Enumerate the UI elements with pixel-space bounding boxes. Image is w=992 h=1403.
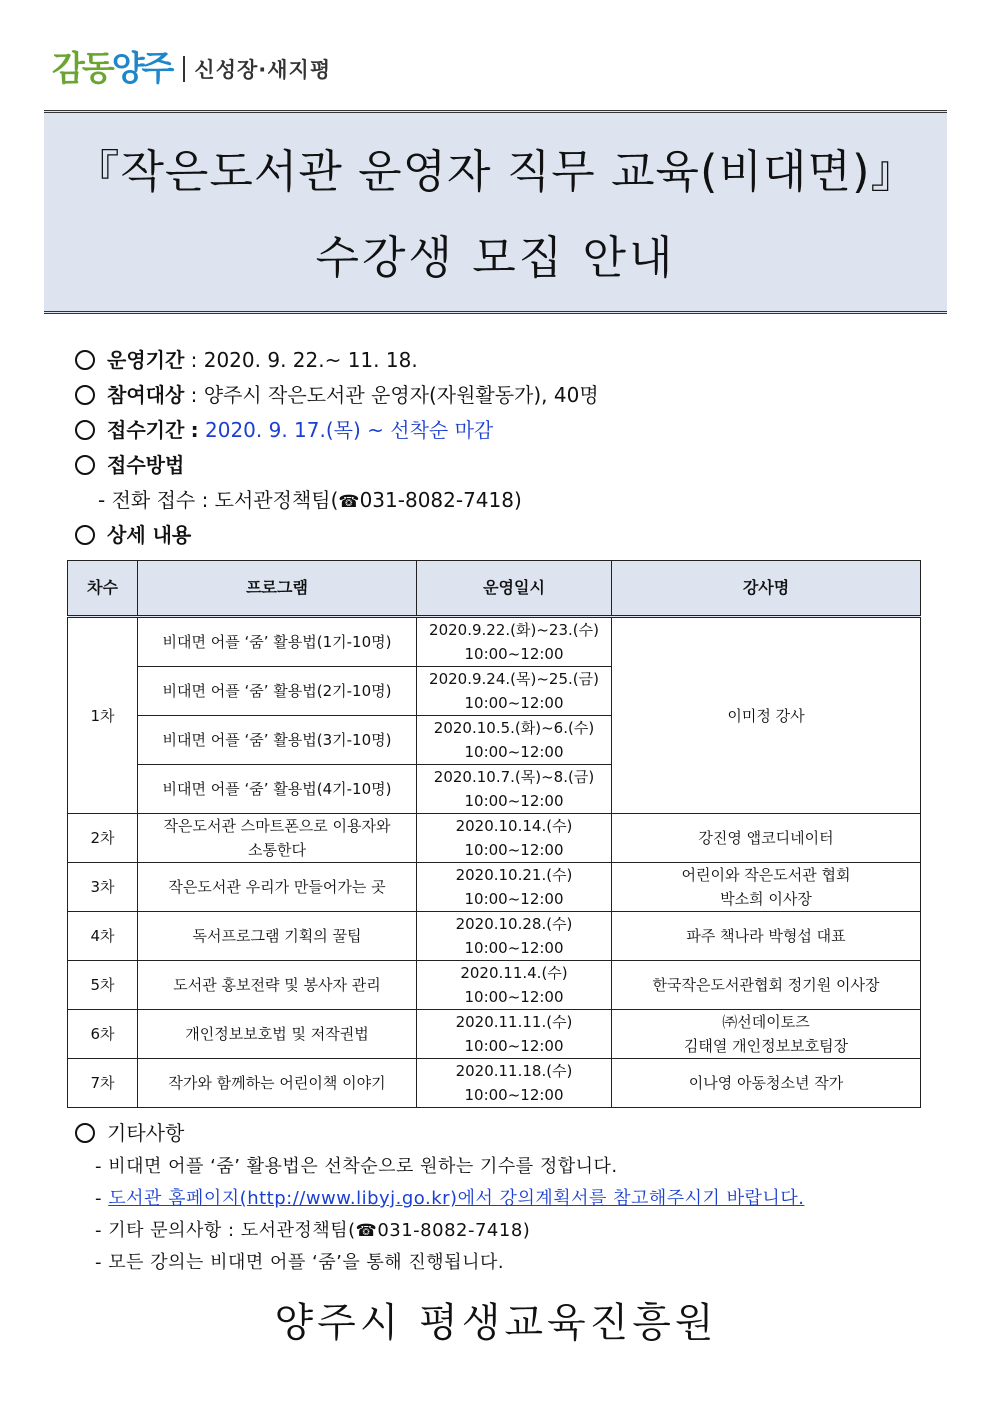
date-text: 2020.9.24.(목)~25.(금) <box>429 670 599 688</box>
info-details <box>75 520 191 550</box>
date-text: 2020.10.21.(수) <box>455 866 573 884</box>
table-row <box>68 912 921 961</box>
time-text: 10:00~12:00 <box>464 988 564 1006</box>
instructor-text-1: 어린이와 작은도서관 협회 <box>681 866 851 884</box>
footer-org: 양주시 평생교육진흥원 <box>274 1300 718 1346</box>
program-text-1: 개인정보보호법 및 저작권법 <box>185 1025 369 1043</box>
title-box <box>44 110 947 314</box>
logo-slogan: 신성장·새지평 <box>194 58 332 82</box>
receipt-label: 접수기간 <box>107 418 185 442</box>
program-cell: 비대면 어플 ‘줌’ 활용법(2기-10명) <box>138 667 417 716</box>
program-cell <box>138 1010 417 1059</box>
header-program: 프로그램 <box>138 561 417 617</box>
header-instructor: 강사명 <box>612 561 921 617</box>
target-value: : 양주시 작은도서관 운영자(자원활동가), 40명 <box>190 383 599 407</box>
date-text: 2020.10.14.(수) <box>455 817 573 835</box>
info-target <box>75 380 599 410</box>
date-cell <box>417 765 612 814</box>
date-text: 2020.9.22.(화)~23.(수) <box>429 621 599 639</box>
logo-divider <box>183 56 185 82</box>
program-cell <box>138 814 417 863</box>
date-cell <box>417 814 612 863</box>
table-row <box>68 961 921 1010</box>
date-cell <box>417 1059 612 1108</box>
period-label: 운영기간 <box>107 348 185 372</box>
circle-bullet-icon <box>75 525 95 545</box>
instructor-cell <box>612 1059 921 1108</box>
note-4: - 모든 강의는 비대면 어플 ‘줌’을 통해 진행됩니다. <box>95 1252 505 1273</box>
info-period <box>75 345 418 375</box>
info-receipt <box>75 415 493 445</box>
notes-heading-text: 기타사항 <box>107 1121 185 1145</box>
details-label: 상세 내용 <box>107 523 192 547</box>
time-text: 10:00~12:00 <box>464 841 564 859</box>
date-cell <box>417 912 612 961</box>
header-round: 차수 <box>68 561 138 617</box>
instructor-cell <box>612 961 921 1010</box>
target-label: 참여대상 <box>107 383 185 407</box>
program-cell: 비대면 어플 ‘줌’ 활용법(3기-10명) <box>138 716 417 765</box>
period-value: : 2020. 9. 22.~ 11. 18. <box>190 348 418 372</box>
circle-bullet-icon <box>75 1123 95 1143</box>
table-row <box>68 1059 921 1108</box>
program-text-2: 소통한다 <box>248 841 306 859</box>
time-text: 10:00~12:00 <box>464 1037 564 1055</box>
time-text: 10:00~12:00 <box>464 694 564 712</box>
circle-bullet-icon <box>75 455 95 475</box>
instructor-text-1: 강진영 앱코디네이터 <box>698 829 834 847</box>
method-detail-phone: 031-8082-7418) <box>359 488 522 512</box>
program-cell <box>138 912 417 961</box>
note-3-prefix: - 기타 문의사항 : 도서관정책팀( <box>95 1220 356 1241</box>
program-text-1: 도서관 홍보전략 및 봉사자 관리 <box>173 976 381 994</box>
note-1: - 비대면 어플 ‘줌’ 활용법은 선착순으로 원하는 기수를 정합니다. <box>95 1156 618 1177</box>
instructor-text-1: 파주 책나라 박형섭 대표 <box>686 927 846 945</box>
phone-icon: ☎ <box>338 492 360 512</box>
program-cell <box>138 961 417 1010</box>
table-row <box>68 1010 921 1059</box>
instructor-cell <box>612 1010 921 1059</box>
instructor-text-1: 이나영 아동청소년 작가 <box>688 1074 844 1092</box>
instructor-cell: 이미정 강사 <box>612 617 921 814</box>
info-method <box>75 450 184 480</box>
date-text: 2020.10.7.(목)~8.(금) <box>433 768 595 786</box>
instructor-text-2: 김태열 개인정보보호팀장 <box>683 1037 849 1055</box>
date-cell <box>417 863 612 912</box>
round-cell: 2차 <box>68 814 138 863</box>
schedule-table <box>67 560 921 1108</box>
program-cell: 비대면 어플 ‘줌’ 활용법(4기-10명) <box>138 765 417 814</box>
circle-bullet-icon <box>75 385 95 405</box>
program-text-1: 작은도서관 스마트폰으로 이용자와 <box>163 817 391 835</box>
date-text: 2020.10.28.(수) <box>455 915 573 933</box>
logo-text-blue: 양주 <box>111 49 172 89</box>
program-cell: 비대면 어플 ‘줌’ 활용법(1기-10명) <box>138 617 417 667</box>
round-cell: 4차 <box>68 912 138 961</box>
table-header-row <box>68 561 921 617</box>
instructor-cell <box>612 863 921 912</box>
header-logo <box>52 44 331 94</box>
table-rest-rows <box>68 814 921 1108</box>
time-text: 10:00~12:00 <box>464 1086 564 1104</box>
note-2 <box>95 1184 804 1214</box>
note-2-dash: - <box>95 1188 102 1209</box>
time-text: 10:00~12:00 <box>464 939 564 957</box>
date-cell <box>417 961 612 1010</box>
note-3-phone: 031-8082-7418) <box>377 1220 531 1241</box>
circle-bullet-icon <box>75 350 95 370</box>
date-text: 2020.11.4.(수) <box>460 964 568 982</box>
logo-text-green: 감동 <box>52 49 112 89</box>
header-date: 운영일시 <box>417 561 612 617</box>
date-text: 2020.10.5.(화)~6.(수) <box>433 719 595 737</box>
instructor-text-2: 박소희 이사장 <box>720 890 812 908</box>
method-detail-prefix: - 전화 접수 : 도서관정책팀( <box>98 488 339 512</box>
round-cell: 7차 <box>68 1059 138 1108</box>
program-text-1: 독서프로그램 기획의 꿀팁 <box>192 927 362 945</box>
time-text: 10:00~12:00 <box>464 890 564 908</box>
program-cell <box>138 1059 417 1108</box>
receipt-value: 2020. 9. 17.(목) ~ 선착순 마감 <box>205 418 494 442</box>
phone-icon: ☎ <box>355 1221 378 1241</box>
time-text: 10:00~12:00 <box>464 792 564 810</box>
date-text: 2020.11.11.(수) <box>455 1013 573 1031</box>
method-label: 접수방법 <box>107 453 185 477</box>
time-text: 10:00~12:00 <box>464 743 564 761</box>
date-text: 2020.11.18.(수) <box>455 1062 573 1080</box>
page-subtitle: 수강생 모집 안내 <box>315 231 676 284</box>
program-cell <box>138 863 417 912</box>
date-cell <box>417 716 612 765</box>
homepage-link[interactable]: 도서관 홈페이지(http://www.libyj.go.kr)에서 강의계획서를 참고해주시기 바랍니다. <box>108 1188 805 1209</box>
receipt-colon: : <box>190 418 199 442</box>
date-cell <box>417 1010 612 1059</box>
instructor-cell <box>612 814 921 863</box>
round-cell: 1차 <box>68 617 138 814</box>
instructor-cell <box>612 912 921 961</box>
instructor-text-1: ㈜선데이토즈 <box>722 1013 810 1031</box>
table-row <box>68 617 921 667</box>
program-text-1: 작은도서관 우리가 만들어가는 곳 <box>168 878 386 896</box>
date-cell <box>417 617 612 667</box>
date-cell <box>417 667 612 716</box>
note-3 <box>95 1216 530 1246</box>
program-text-1: 작가와 함께하는 어린이책 이야기 <box>168 1074 386 1092</box>
logo-mark <box>52 49 172 89</box>
instructor-text-1: 한국작은도서관협회 정기원 이사장 <box>652 976 880 994</box>
page-title: 『작은도서관 운영자 직무 교육(비대면)』 <box>74 145 917 198</box>
circle-bullet-icon <box>75 420 95 440</box>
round-cell: 5차 <box>68 961 138 1010</box>
table-row <box>68 814 921 863</box>
round-cell: 3차 <box>68 863 138 912</box>
table-row <box>68 863 921 912</box>
method-detail <box>98 485 522 517</box>
time-text: 10:00~12:00 <box>464 645 564 663</box>
round-cell: 6차 <box>68 1010 138 1059</box>
notes-heading <box>75 1118 184 1148</box>
